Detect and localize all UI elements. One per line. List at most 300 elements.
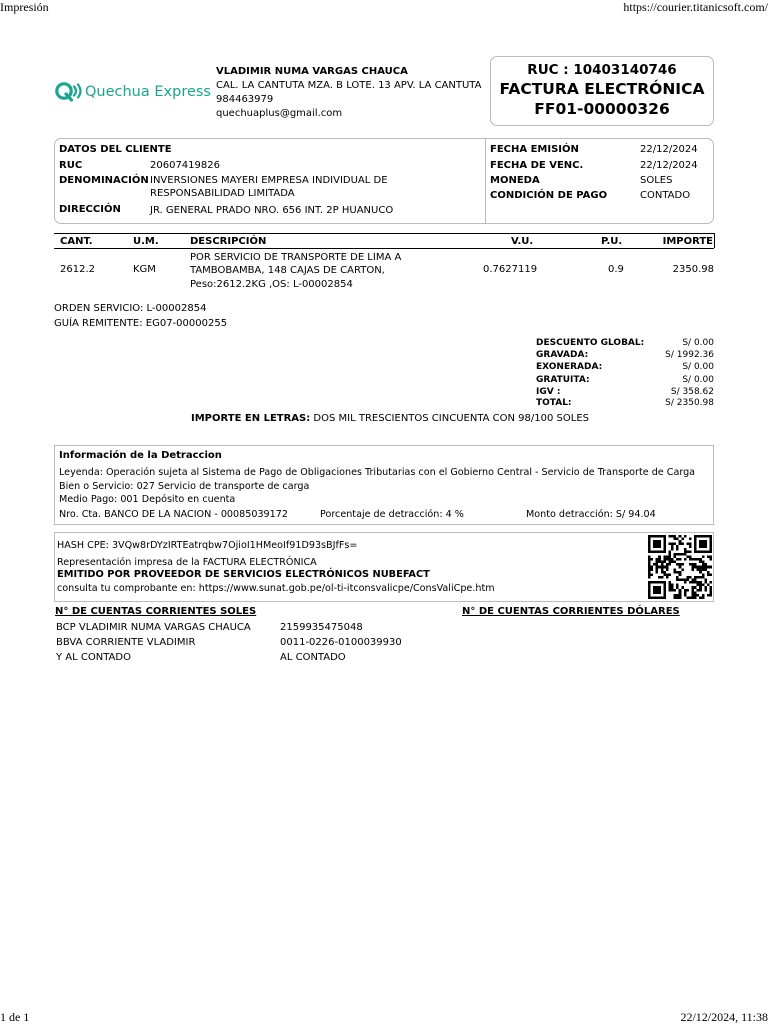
qr-module: [704, 540, 707, 543]
qr-module: [686, 596, 689, 599]
qr-module: [704, 586, 707, 589]
qr-module: [699, 589, 702, 592]
qr-module: [674, 568, 677, 571]
qr-module: [692, 581, 695, 584]
qr-module: [674, 594, 677, 597]
qr-module: [676, 553, 679, 556]
qr-module: [661, 581, 664, 584]
qr-module: [661, 535, 664, 538]
qr-module: [694, 543, 697, 546]
qr-module: [668, 586, 671, 589]
qr-module: [658, 545, 661, 548]
qr-module: [658, 543, 661, 546]
qr-module: [661, 596, 664, 599]
qr-module: [694, 558, 697, 561]
qr-module: [681, 563, 684, 566]
qr-module: [679, 589, 682, 592]
qr-module: [651, 535, 654, 538]
qr-module: [694, 566, 697, 569]
qr-module: [702, 561, 705, 564]
qr-module: [653, 563, 656, 566]
qr-module: [666, 576, 669, 579]
col-header-description: DESCRIPCIÓN: [190, 236, 267, 247]
qr-module: [661, 550, 664, 553]
qr-module: [707, 573, 710, 576]
qr-module: [656, 543, 659, 546]
qr-module: [658, 591, 661, 594]
col-header-amount: IMPORTE: [662, 236, 713, 247]
row-um: KGM: [133, 264, 156, 275]
qr-module: [676, 594, 679, 597]
discount-value: S/ 0.00: [682, 338, 714, 348]
issuer-name: VLADIMIR NUMA VARGAS CHAUCA: [216, 66, 408, 77]
total-value: S/ 2350.98: [665, 398, 714, 408]
qr-module: [671, 535, 674, 538]
qr-module: [671, 545, 674, 548]
qr-module: [702, 573, 705, 576]
qr-module: [653, 543, 656, 546]
qr-module: [671, 589, 674, 592]
qr-module: [699, 576, 702, 579]
client-ruc: 20607419826: [150, 160, 220, 171]
qr-module: [656, 561, 659, 564]
qr-module: [679, 579, 682, 582]
qr-module: [692, 563, 695, 566]
qr-module: [648, 558, 651, 561]
qr-module: [668, 589, 671, 592]
currency-label: MONEDA: [490, 175, 540, 186]
print-footer-page: 1 de 1: [0, 1010, 30, 1024]
qr-module: [699, 545, 702, 548]
qr-module: [699, 581, 702, 584]
client-name-cont: RESPONSABILIDAD LIMITADA: [150, 188, 295, 199]
qr-module: [686, 555, 689, 558]
qr-module: [699, 566, 702, 569]
issuer-ruc: RUC : 10403140746: [527, 62, 677, 78]
qr-module: [668, 535, 671, 538]
qr-module: [674, 535, 677, 538]
qr-module: [709, 581, 712, 584]
qr-module: [656, 589, 659, 592]
table-header-rule: [54, 248, 714, 249]
qr-module: [663, 561, 666, 564]
qr-module: [709, 545, 712, 548]
qr-module: [663, 535, 666, 538]
col-header-pu: P.U.: [601, 236, 623, 247]
qr-module: [676, 558, 679, 561]
qr-module: [674, 561, 677, 564]
qr-module: [709, 548, 712, 551]
qr-module: [702, 566, 705, 569]
account-name: BBVA CORRIENTE VLADIMIR: [56, 637, 196, 648]
qr-module: [676, 538, 679, 541]
qr-module: [648, 535, 651, 538]
due-date: 22/12/2024: [640, 160, 698, 171]
qr-module: [689, 538, 692, 541]
qr-module: [707, 555, 710, 558]
qr-module: [663, 543, 666, 546]
qr-module: [651, 558, 654, 561]
consult-url: consulta tu comprobante en: https://www.sunat.gob.pe/ol-ti-itconsvalicpe/ConsValiCpe.htm: [57, 583, 495, 594]
qr-module: [658, 589, 661, 592]
qr-module: [709, 538, 712, 541]
qr-module: [656, 591, 659, 594]
currency: SOLES: [640, 175, 673, 186]
qr-module: [697, 594, 700, 597]
qr-module: [653, 596, 656, 599]
qr-module: [709, 586, 712, 589]
qr-module: [694, 594, 697, 597]
payment-label: CONDICIÓN DE PAGO: [490, 190, 608, 201]
qr-module: [648, 563, 651, 566]
qr-module: [689, 581, 692, 584]
qr-module: [656, 535, 659, 538]
qr-module: [663, 555, 666, 558]
qr-module: [658, 576, 661, 579]
qr-module: [658, 550, 661, 553]
qr-module: [699, 571, 702, 574]
qr-module: [656, 596, 659, 599]
qr-module: [707, 535, 710, 538]
qr-module: [709, 594, 712, 597]
qr-module: [663, 586, 666, 589]
qr-module: [661, 571, 664, 574]
qr-module: [702, 584, 705, 587]
qr-module: [694, 538, 697, 541]
document-type: FACTURA ELECTRÓNICA: [499, 80, 705, 98]
igv-value: S/ 358.62: [670, 387, 714, 397]
qr-module: [658, 535, 661, 538]
qr-module: [658, 561, 661, 564]
qr-module: [702, 550, 705, 553]
qr-module: [656, 586, 659, 589]
qr-module: [656, 550, 659, 553]
qr-module: [676, 576, 679, 579]
qr-module: [651, 573, 654, 576]
qr-module: [666, 563, 669, 566]
detraccion-payment: Medio Pago: 001 Depósito en cuenta: [59, 494, 236, 505]
qr-module: [681, 568, 684, 571]
qr-code-icon: [648, 535, 712, 599]
qr-module: [684, 550, 687, 553]
client-name-label: DENOMINACIÓN: [59, 175, 149, 186]
qr-module: [694, 550, 697, 553]
qr-module: [694, 586, 697, 589]
igv-label: IGV :: [536, 387, 561, 397]
qr-module: [648, 550, 651, 553]
qr-module: [697, 550, 700, 553]
qr-module: [676, 579, 679, 582]
qr-module: [658, 586, 661, 589]
account-number: AL CONTADO: [280, 652, 346, 663]
qr-module: [702, 535, 705, 538]
qr-module: [697, 581, 700, 584]
qr-module: [686, 543, 689, 546]
row-amount: 2350.98: [672, 264, 714, 275]
amount-in-words: [191, 413, 589, 424]
qr-module: [707, 566, 710, 569]
qr-module: [663, 594, 666, 597]
qr-module: [668, 584, 671, 587]
qr-module: [697, 558, 700, 561]
qr-module: [668, 581, 671, 584]
qr-module: [686, 550, 689, 553]
qr-module: [694, 545, 697, 548]
qr-module: [689, 558, 692, 561]
qr-module: [694, 581, 697, 584]
qr-module: [681, 586, 684, 589]
qr-module: [702, 576, 705, 579]
due-date-label: FECHA DE VENC.: [490, 160, 584, 171]
qr-module: [674, 543, 677, 546]
qr-module: [697, 576, 700, 579]
qr-module: [663, 558, 666, 561]
row-unit-value: 0.7627119: [483, 264, 538, 275]
qr-module: [689, 543, 692, 546]
qr-module: [676, 571, 679, 574]
qr-module: [648, 540, 651, 543]
qr-module: [679, 558, 682, 561]
row-unit-price: 0.9: [608, 264, 624, 275]
client-ruc-label: RUC: [59, 160, 83, 171]
qr-module: [653, 589, 656, 592]
qr-module: [668, 553, 671, 556]
qr-module: [671, 548, 674, 551]
qr-module: [658, 566, 661, 569]
qr-module: [648, 561, 651, 564]
qr-module: [694, 591, 697, 594]
qr-module: [699, 558, 702, 561]
qr-module: [689, 555, 692, 558]
qr-module: [648, 543, 651, 546]
print-header-url: https://courier.titanicsoft.com/: [623, 0, 768, 14]
account-number: 2159935475048: [280, 622, 363, 633]
print-header-title: Impresión: [0, 0, 49, 14]
qr-module: [689, 563, 692, 566]
qr-module: [699, 561, 702, 564]
qr-module: [684, 579, 687, 582]
qr-module: [709, 543, 712, 546]
qr-module: [668, 573, 671, 576]
document-id-box: [490, 56, 714, 126]
qr-module: [684, 558, 687, 561]
qr-module: [656, 563, 659, 566]
qr-module: [704, 545, 707, 548]
qr-module: [679, 535, 682, 538]
account-name: BCP VLADIMIR NUMA VARGAS CHAUCA: [56, 622, 251, 633]
exempt-value: S/ 0.00: [682, 362, 714, 372]
qr-module: [702, 540, 705, 543]
qr-module: [704, 568, 707, 571]
qr-module: [702, 543, 705, 546]
detraccion-legend: Leyenda: Operación sujeta al Sistema de Pago de Obligaciones Tributarias con el Gobierno Central - Servicio de Transporte de Carga: [59, 467, 696, 478]
qr-module: [704, 579, 707, 582]
qr-module: [697, 589, 700, 592]
qr-module: [658, 596, 661, 599]
qr-module: [648, 573, 651, 576]
qr-module: [658, 540, 661, 543]
qr-module: [709, 540, 712, 543]
qr-module: [674, 553, 677, 556]
qr-module: [679, 573, 682, 576]
qr-module: [692, 579, 695, 582]
qr-module: [699, 543, 702, 546]
qr-module: [663, 566, 666, 569]
qr-module: [671, 558, 674, 561]
qr-module: [681, 543, 684, 546]
qr-module: [648, 545, 651, 548]
qr-module: [661, 561, 664, 564]
qr-module: [704, 543, 707, 546]
qr-module: [671, 584, 674, 587]
row-description-line-3: Peso:2612.2KG ,OS: L-00002854: [190, 279, 353, 290]
qr-module: [692, 594, 695, 597]
discount-label: DESCUENTO GLOBAL:: [536, 338, 645, 348]
qr-module: [653, 591, 656, 594]
qr-module: [671, 586, 674, 589]
qr-module: [699, 540, 702, 543]
sender-guide: GUÍA REMITENTE: EG07-00000255: [54, 318, 228, 329]
qr-module: [648, 555, 651, 558]
amount-in-words-label: IMPORTE EN LETRAS:: [191, 413, 311, 424]
qr-module: [699, 596, 702, 599]
qr-module: [666, 573, 669, 576]
table-right-rule: [714, 233, 715, 248]
qr-module: [694, 535, 697, 538]
qr-module: [709, 535, 712, 538]
qr-module: [684, 581, 687, 584]
client-name: INVERSIONES MAYERI EMPRESA INDIVIDUAL DE: [150, 175, 388, 186]
qr-module: [702, 555, 705, 558]
qr-module: [709, 573, 712, 576]
qr-module: [656, 558, 659, 561]
qr-module: [699, 550, 702, 553]
qr-module: [702, 568, 705, 571]
qr-module: [679, 553, 682, 556]
qr-module: [648, 594, 651, 597]
qr-module: [681, 579, 684, 582]
total-label: TOTAL:: [536, 398, 572, 408]
qr-module: [676, 584, 679, 587]
qr-module: [661, 568, 664, 571]
qr-module: [668, 561, 671, 564]
qr-module: [648, 586, 651, 589]
qr-module: [656, 545, 659, 548]
qr-module: [674, 571, 677, 574]
company-logo: [54, 78, 214, 106]
qr-module: [707, 594, 710, 597]
qr-module: [676, 548, 679, 551]
qr-module: [694, 576, 697, 579]
qr-module: [709, 558, 712, 561]
qr-module: [653, 550, 656, 553]
qr-module: [674, 538, 677, 541]
qr-module: [663, 538, 666, 541]
account-number: 0011-0226-0100039930: [280, 637, 402, 648]
qr-module: [679, 566, 682, 569]
qr-module: [656, 566, 659, 569]
qr-module: [648, 596, 651, 599]
qr-module: [648, 538, 651, 541]
qr-module: [702, 596, 705, 599]
qr-module: [663, 591, 666, 594]
qr-module: [658, 555, 661, 558]
qr-module: [651, 568, 654, 571]
qr-module: [663, 573, 666, 576]
soles-accounts-title: N° DE CUENTAS CORRIENTES SOLES: [55, 606, 257, 617]
qr-module: [676, 586, 679, 589]
qr-module: [671, 543, 674, 546]
qr-module: [709, 555, 712, 558]
qr-module: [697, 535, 700, 538]
qr-module: [679, 591, 682, 594]
qr-module: [663, 589, 666, 592]
qr-module: [648, 548, 651, 551]
qr-module: [676, 545, 679, 548]
qr-module: [658, 558, 661, 561]
qr-module: [681, 553, 684, 556]
qr-module: [689, 550, 692, 553]
qr-module: [651, 596, 654, 599]
qr-module: [686, 589, 689, 592]
client-section-title: DATOS DEL CLIENTE: [59, 144, 172, 155]
qr-module: [697, 566, 700, 569]
qr-module: [663, 581, 666, 584]
qr-module: [663, 596, 666, 599]
table-top-rule: [54, 233, 714, 234]
brand-name: Quechua Express: [85, 84, 211, 100]
qr-module: [704, 581, 707, 584]
qr-module: [709, 566, 712, 569]
qr-module: [692, 566, 695, 569]
qr-module: [684, 591, 687, 594]
qr-module: [709, 591, 712, 594]
qr-module: [666, 568, 669, 571]
qr-module: [656, 571, 659, 574]
qr-module: [704, 563, 707, 566]
qr-module: [648, 589, 651, 592]
qr-module: [671, 561, 674, 564]
qr-module: [709, 550, 712, 553]
qr-module: [679, 596, 682, 599]
detraccion-amount: Monto detracción: S/ 94.04: [526, 509, 656, 520]
qr-module: [702, 563, 705, 566]
qr-module: [648, 568, 651, 571]
qr-module: [674, 589, 677, 592]
qr-module: [661, 566, 664, 569]
qr-module: [656, 581, 659, 584]
quechua-logo-icon: [54, 80, 84, 104]
free-value: S/ 0.00: [682, 375, 714, 385]
qr-module: [668, 558, 671, 561]
qr-module: [666, 555, 669, 558]
row-description-line-2: TAMBOBAMBA, 148 CAJAS DE CARTON,: [190, 265, 385, 276]
qr-module: [692, 586, 695, 589]
qr-module: [694, 540, 697, 543]
qr-module: [709, 589, 712, 592]
qr-module: [694, 579, 697, 582]
document-number: FF01-00000326: [534, 100, 670, 118]
qr-module: [653, 540, 656, 543]
qr-module: [699, 535, 702, 538]
qr-module: [704, 550, 707, 553]
col-header-qty: CANT.: [60, 236, 93, 247]
table-row: [54, 251, 714, 293]
exempt-label: EXONERADA:: [536, 362, 603, 372]
qr-module: [663, 571, 666, 574]
qr-module: [707, 584, 710, 587]
qr-module: [648, 591, 651, 594]
